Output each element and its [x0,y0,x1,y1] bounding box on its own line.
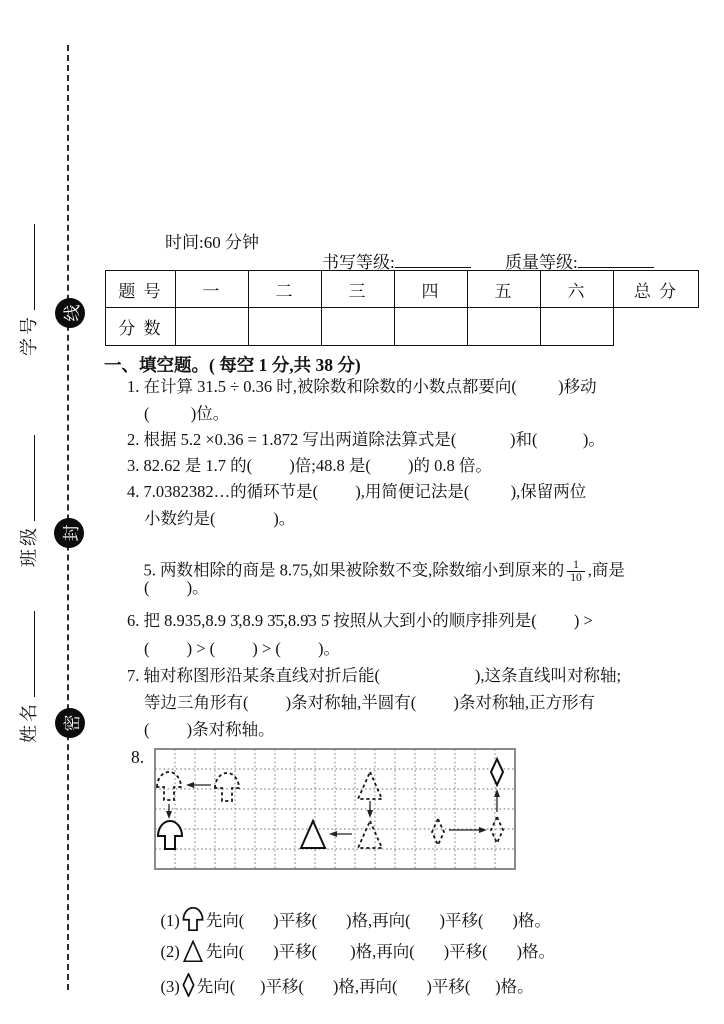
name-blank [16,611,35,697]
score-table-cell: 四 [395,271,468,308]
quality-grade-blank [578,249,654,268]
score-cell-empty [322,308,395,346]
score-cell-empty [395,308,468,346]
question-4-line-2: 小数约是( )。 [144,509,296,528]
score-table [105,270,699,346]
score-row-label: 分 数 [106,308,176,346]
score-table-cell: 五 [468,271,541,308]
score-table-cell: 题 号 [106,271,176,308]
score-table-cell: 一 [176,271,249,308]
diamond-icon [182,973,195,997]
translation-grid-figure [154,748,516,870]
seal-circle-line: 线 [55,298,85,328]
student-id-label [16,224,40,356]
sub-question-3: (3) 先向( )平移( )格,再向( )平移( )格。 [144,952,534,1018]
question-7-line-3: ( )条对称轴。 [144,720,275,739]
sub-question-2: (2) 先向( )平移( )格,再向( )平移( )格。 [160,941,555,961]
score-cell-empty [176,308,249,346]
quality-grade: 质量等级: [488,228,654,293]
score-table-cell: 六 [541,271,614,308]
question-1-line-1: 1. 在计算 31.5 ÷ 0.36 时,被除数和除数的小数点都要向( )移动 [127,377,597,396]
question-3: 3. 82.62 是 1.7 的( )倍;48.8 是( )的 0.8 倍。 [127,456,492,475]
question-6-line-1: 6. 把 8.935,8.9 3̇,8.9 3̇5̇,8.9̇3 5̇ 按照从大到小的顺序排列是( ) > [127,611,593,630]
score-table-cell: 总 分 [614,271,699,308]
name-label [16,611,40,743]
question-7-line-1: 7. 轴对称图形沿某条直线对折后能( ),这条直线叫对称轴; [127,666,622,685]
score-table-cell: 二 [249,271,322,308]
exam-time: 时间:60 分钟 [165,233,259,252]
score-cell-empty [249,308,322,346]
writing-grade-blank [395,249,471,268]
question-6-line-2: ( ) > ( ) > ( )。 [144,639,340,658]
question-5-line-2: ( )。 [144,578,209,597]
score-cell-empty [541,308,614,346]
question-2: 2. 根据 5.2 ×0.36 = 1.872 写出两道除法算式是( )和( )。 [127,430,605,449]
student-id-blank [16,224,35,310]
score-table-score-row [106,308,699,346]
question-8-label: 8. [131,747,145,767]
class-label [16,435,40,567]
sub-question-1: (1) 先向( )平移( )格,再向( )平移( )格。 [144,886,551,952]
score-cell-empty [468,308,541,346]
question-4-line-1: 4. 7.0382382…的循环节是( ),用简便记法是( ),保留两位 [127,482,587,501]
class-text: 班级 [19,525,39,567]
question-1-line-2: ( )位。 [144,404,230,423]
score-table-cell: 三 [322,271,395,308]
class-blank [16,435,35,521]
score-table-header-row [106,271,699,308]
seal-circle-feng: 封 [54,518,84,548]
question-7-line-2: 等边三角形有( )条对称轴,半圆有( )条对称轴,正方形有 [144,693,595,712]
question-5-line-1: 5. 两数相除的商是 8.75,如果被除数不变,除数缩小到原来的 $\frac{1}{10}$ ,商是 [143,558,625,585]
fraction-one-tenth: $\frac{1}{10}$ [567,559,585,585]
student-id-text: 学号 [19,314,39,356]
seal-circle-mi: 密 [55,708,85,738]
name-text: 姓名 [19,701,39,743]
section-1-title: 一、填空题。( 每空 1 分,共 38 分) [104,355,361,375]
writing-grade: 书写等级: [305,228,471,293]
